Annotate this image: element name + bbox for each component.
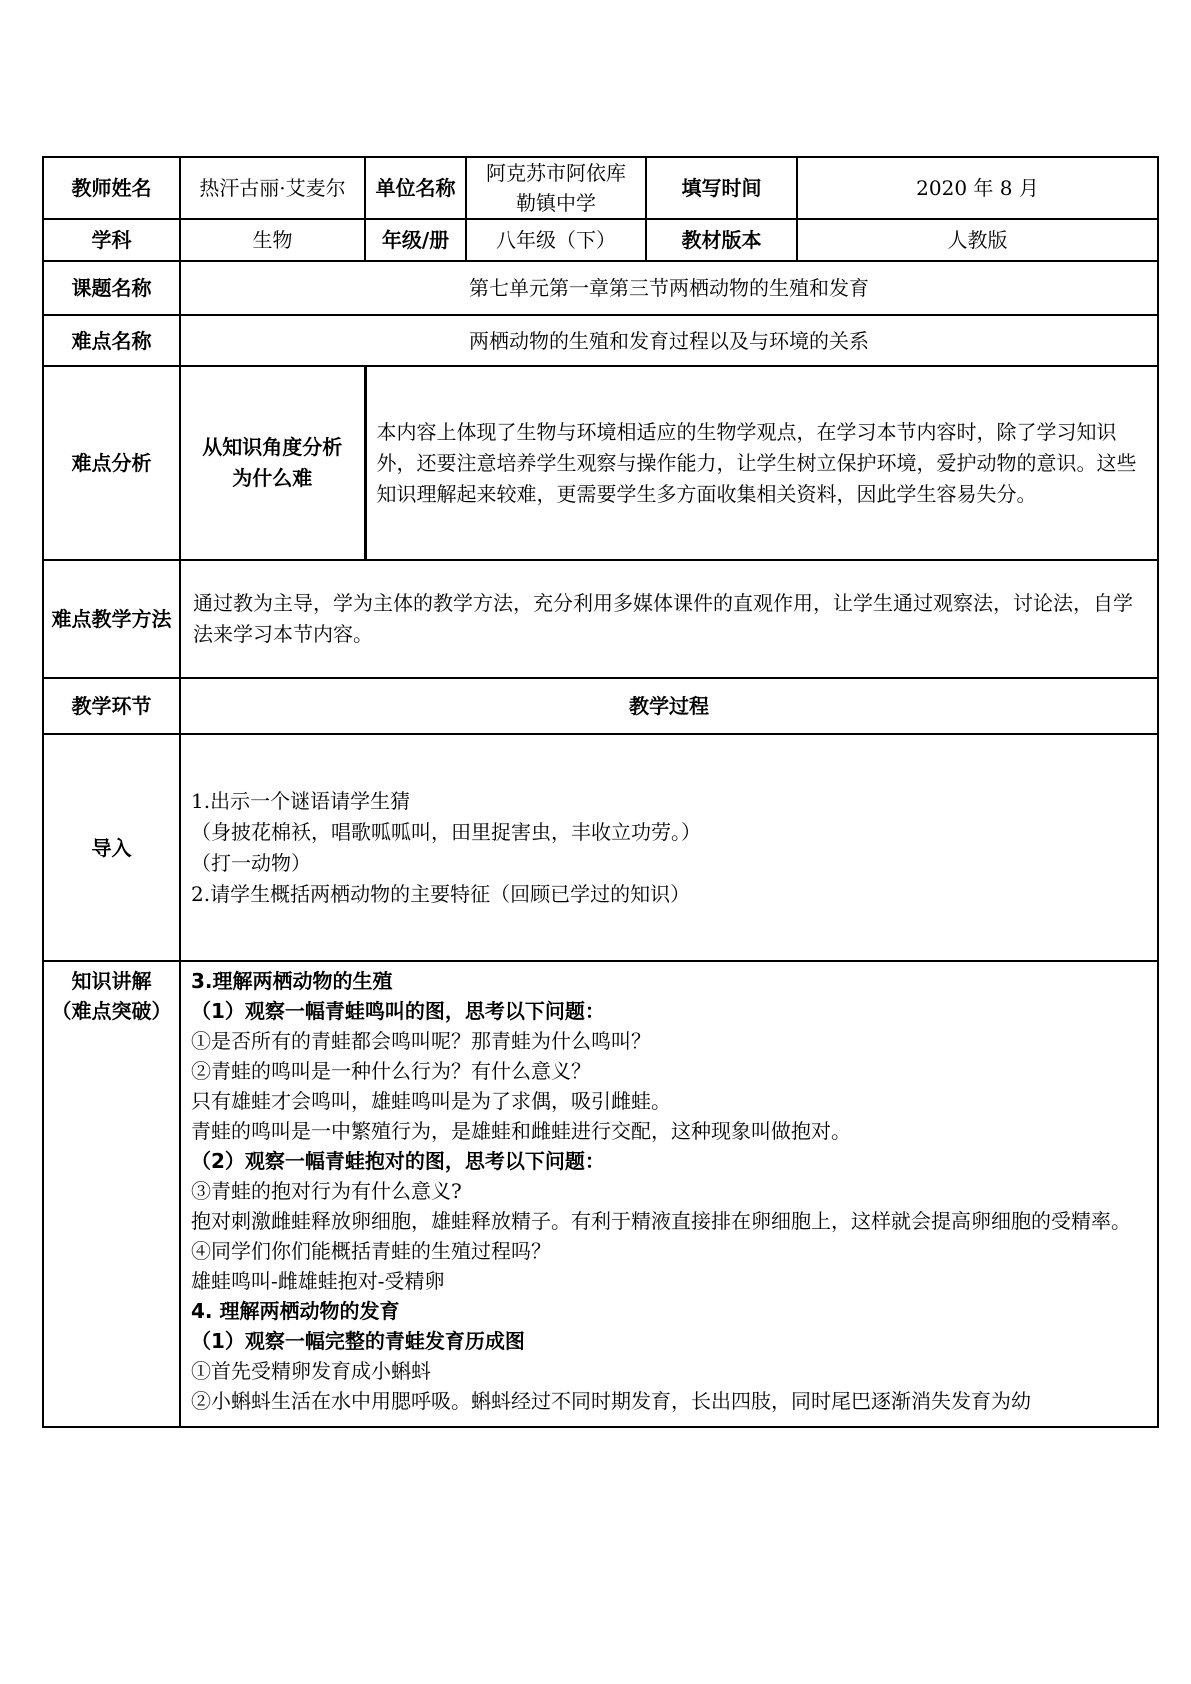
knowledge-lines [181, 962, 1157, 1416]
knowledge-line: ③青蛙的抱对行为有什么意义? [191, 1179, 462, 1203]
topic-label: 课题名称 [43, 261, 180, 315]
method-row [43, 560, 1158, 678]
knowledge-line: ①是否所有的青蛙都会鸣叫呢？那青蛙为什么鸣叫？ [191, 1029, 651, 1053]
intro-line: （身披花棉袄，唱歌呱呱叫，田里捉害虫，丰收立功劳。） [191, 819, 701, 844]
time-value: 2020 年 8 月 [797, 157, 1158, 219]
knowledge-row [43, 961, 1158, 1427]
analysis-row [43, 366, 1158, 560]
knowledge-line: 雄蛙鸣叫-雌雄蛙抱对-受精卵 [191, 1269, 445, 1293]
knowledge-line: ②小蝌蚪生活在水中用腮呼吸。蝌蚪经过不同时期发育，长出四肢，同时尾巴逐渐消失发育为幼 [191, 1389, 1031, 1413]
difficulty-label: 难点名称 [43, 315, 180, 366]
difficulty-value: 两栖动物的生殖和发育过程以及与环境的关系 [180, 315, 1158, 366]
process-header: 教学过程 [180, 678, 1158, 734]
method-label: 难点教学方法 [43, 560, 180, 678]
edition-label: 教材版本 [646, 219, 797, 261]
knowledge-label-line1: 知识讲解 [71, 969, 152, 993]
knowledge-line: ②青蛙的鸣叫是一种什么行为？有什么意义？ [191, 1059, 591, 1083]
header-row-2 [43, 219, 1158, 261]
knowledge-line: （1）观察一幅完整的青蛙发育历成图 [191, 1329, 525, 1353]
analysis-text-cell [365, 366, 1158, 560]
grade-value: 八年级（下） [466, 219, 646, 261]
unit-label: 单位名称 [365, 157, 466, 219]
intro-label: 导入 [43, 734, 180, 961]
teacher-label: 教师姓名 [43, 157, 180, 219]
intro-content [180, 734, 1158, 961]
knowledge-label-cell [43, 961, 180, 1427]
analysis-text: 本内容上体现了生物与环境相适应的生物学观点，在学习本节内容时，除了学习知识外，还要注意培养学生观察与操作能力，让学生树立保护环境，爱护动物的意识。这些知识理解起来较难，更需要学生多方面收集相关资料，因此学生容易失分。 [376, 419, 1137, 506]
header-row-1 [43, 157, 1158, 219]
lesson-plan-table [42, 156, 1159, 1428]
knowledge-line: 抱对刺激雌蛙释放卵细胞，雄蛙释放精子。有利于精液直接排在卵细胞上，这样就会提高卵细胞的受精率。 [191, 1209, 1131, 1233]
grade-label: 年级/册 [365, 219, 466, 261]
knowledge-label-line2: （难点突破） [51, 999, 172, 1023]
knowledge-line: 4. 理解两栖动物的发育 [191, 1299, 400, 1323]
knowledge-line: ①首先受精卵发育成小蝌蚪 [191, 1359, 431, 1383]
intro-line: （打一动物） [191, 850, 311, 875]
unit-name-text: 阿克苏市阿依库勒镇中学 [486, 161, 626, 215]
time-label: 填写时间 [646, 157, 797, 219]
topic-value: 第七单元第一章第三节两栖动物的生殖和发育 [180, 261, 1158, 315]
process-header-row [43, 678, 1158, 734]
subject-label: 学科 [43, 219, 180, 261]
unit-value [466, 157, 646, 219]
analysis-sub-cell [180, 366, 365, 560]
teacher-value [180, 157, 365, 219]
difficulty-row [43, 315, 1158, 366]
method-text: 通过教为主导，学为主体的教学方法，充分利用多媒体课件的直观作用，让学生通过观察法，讨论法，自学法来学习本节内容。 [193, 591, 1133, 646]
intro-line: 1.出示一个谜语请学生猜 [191, 788, 411, 813]
stage-header: 教学环节 [43, 678, 180, 734]
subject-value: 生物 [180, 219, 365, 261]
teacher-name-text: 热汗古丽·艾麦尔 [199, 176, 346, 200]
knowledge-line: 青蛙的鸣叫是一中繁殖行为，是雄蛙和雌蛙进行交配，这种现象叫做抱对。 [191, 1119, 851, 1143]
edition-value: 人教版 [797, 219, 1158, 261]
topic-row [43, 261, 1158, 315]
intro-line: 2.请学生概括两栖动物的主要特征（回顾已学过的知识） [191, 881, 691, 906]
analysis-sub-label: 从知识角度分析为什么难 [202, 435, 343, 490]
method-text-cell [180, 560, 1158, 678]
knowledge-line: （1）观察一幅青蛙鸣叫的图，思考以下问题： [191, 999, 605, 1023]
intro-row [43, 734, 1158, 961]
knowledge-line: 3.理解两栖动物的生殖 [191, 969, 393, 993]
knowledge-line: ④同学们你们能概括青蛙的生殖过程吗？ [191, 1239, 551, 1263]
analysis-label: 难点分析 [43, 366, 180, 560]
knowledge-line: （2）观察一幅青蛙抱对的图，思考以下问题： [191, 1149, 605, 1173]
knowledge-line: 只有雄蛙才会鸣叫，雄蛙鸣叫是为了求偶，吸引雌蛙。 [191, 1089, 671, 1113]
knowledge-content [180, 961, 1158, 1427]
